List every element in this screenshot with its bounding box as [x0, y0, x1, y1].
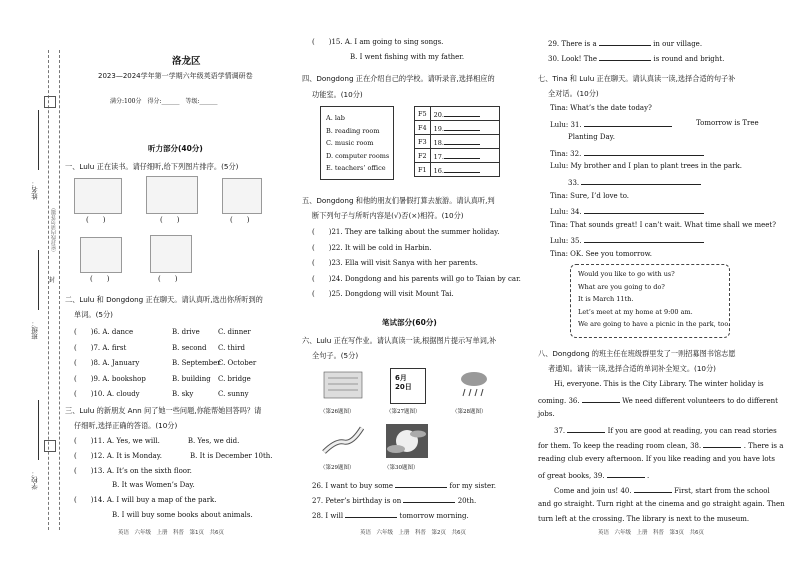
school-line[interactable] — [38, 400, 39, 460]
passage-text: Come and join us! 40. — [554, 487, 632, 495]
name-line[interactable] — [38, 110, 39, 170]
picture-26-label: （第26题图） — [320, 409, 355, 415]
q25: ( )25. Dongdong will visit Mount Tai. — [312, 290, 454, 298]
answer-number: 17. — [433, 152, 444, 161]
blank-26[interactable] — [395, 480, 447, 488]
score-line: 满分:100分 得分:______ 等级:______ — [110, 98, 218, 105]
sentence-option: What are you going to do? — [578, 282, 665, 291]
answer-number: 18. — [433, 138, 444, 147]
dialog-2-text: Lulu: 31. — [550, 121, 582, 129]
sentence-option: It is March 11th. — [578, 295, 634, 303]
q14-option-b: B. I will buy some books about animals. — [112, 511, 253, 519]
answer-blank[interactable] — [444, 123, 480, 131]
sentence-option: We are going to have a picnic in the park, too. — [578, 320, 731, 328]
dialog-9 — [550, 235, 704, 246]
answer-cell[interactable] — [430, 135, 499, 149]
q13: ( )13. A. It’s on the sixth floor. — [74, 467, 192, 475]
section2-title-cont: 单词。(5分) — [74, 310, 113, 319]
q27 — [312, 495, 476, 506]
passage-blank[interactable] — [567, 425, 605, 433]
picture-28-label: （第28题图） — [452, 409, 487, 415]
dialog-2-cont: Tomorrow is Tree — [696, 119, 759, 127]
q8-option-c: C. October — [218, 359, 257, 367]
q21: ( )21. They are talking about the summer holiday. — [312, 228, 500, 236]
blank-33[interactable] — [581, 177, 701, 185]
q29-post: in our village. — [653, 40, 703, 48]
q28-pre: 28. I will — [312, 512, 344, 520]
page-footer-3: 英语 六年级 上册 科普 第3页 共6页 — [598, 530, 704, 536]
q7-option-a: ( )7. A. first — [74, 343, 127, 352]
answer-bracket[interactable]: ( ) — [158, 275, 178, 283]
q13-option-b: B. It was Women’s Day. — [112, 481, 195, 489]
listening-picture-2 — [146, 176, 198, 214]
q9-option-a: ( )9. A. bookshop — [74, 374, 146, 383]
passage-text: for them. To keep the reading room clean, 38. — [538, 442, 702, 450]
q30 — [548, 53, 724, 64]
section4-title: 四、Dongdong 正在介绍自己的学校。请听录音,选择相应的 — [302, 74, 495, 83]
q26 — [312, 480, 496, 491]
picture-30-label: （第30题图） — [384, 465, 419, 471]
passage-line — [538, 470, 649, 481]
q12: ( )12. A. It is Monday. B. It is December 10th. — [74, 452, 273, 460]
q28 — [312, 510, 469, 521]
page-footer-2: 英语 六年级 上册 科普 第2页 共6页 — [360, 530, 466, 536]
answer-number: 19. — [433, 124, 444, 133]
passage-line — [554, 425, 777, 436]
listening-heading: 听力部分(40分) — [148, 144, 203, 153]
passage-blank[interactable] — [607, 470, 645, 478]
passage-line: reading club every afternoon. If you like reading and you have lots — [538, 455, 776, 463]
dialog-5 — [568, 177, 701, 188]
answer-bracket[interactable]: ( ) — [160, 216, 180, 224]
passage-line: and go straight. Turn right at the cinema and go straight again. Then — [538, 500, 785, 508]
q7-option-b: B. second — [172, 343, 207, 352]
section6-title: 六、Lulu 正在写作业。请认真读一读,根据图片提示写单词,补 — [302, 336, 497, 345]
answer-cell[interactable] — [430, 121, 499, 135]
dialog-4: Lulu: My brother and I plan to plant trees in the park. — [550, 162, 742, 170]
blank-28[interactable] — [345, 510, 397, 518]
answer-bracket[interactable]: ( ) — [86, 216, 106, 224]
floor-cell: F5 — [415, 107, 431, 121]
passage-text: We need different volunteers to do different — [622, 397, 778, 405]
writing-heading: 笔试部分(60分) — [382, 318, 437, 327]
passage-blank[interactable] — [703, 440, 741, 448]
q7-option-c: C. third — [218, 343, 245, 352]
q11: ( )11. A. Yes, we will. B. Yes, we did. — [74, 437, 240, 445]
q6-option-b: B. drive — [172, 328, 200, 336]
floor-cell: F3 — [415, 135, 431, 149]
dialog-3-text: Tina: 32. — [550, 150, 582, 158]
dialog-1: Tina: What’s the date today? — [550, 104, 652, 112]
answer-blank[interactable] — [444, 109, 480, 117]
listening-picture-5 — [150, 235, 192, 273]
passage-text: If you are good at reading, you can read stories — [607, 427, 777, 435]
answer-number: 20. — [433, 110, 444, 119]
section6-title-cont: 全句子。(5分) — [312, 351, 359, 360]
q30-pre: 30. Look! The — [548, 55, 598, 63]
passage-text: of great books, 39. — [538, 472, 605, 480]
answer-cell[interactable] — [430, 163, 499, 177]
q10-option-c: C. sunny — [218, 390, 249, 398]
section7-title-cont: 全对话。(10分) — [548, 89, 599, 98]
margin-box — [44, 440, 56, 452]
q9-option-c: C. bridge — [218, 374, 251, 383]
blank-35[interactable] — [584, 235, 704, 243]
answer-blank[interactable] — [444, 165, 480, 173]
dialog-2-cont2: Planting Day. — [568, 133, 615, 141]
answer-cell[interactable] — [430, 107, 499, 121]
passage-line: turn left at the crossing. The library is next to the museum. — [538, 515, 750, 523]
listening-picture-4 — [80, 237, 122, 273]
q15: ( )15. A. I am going to sing songs. — [312, 38, 444, 46]
q8-option-a: ( )8. A. January — [74, 359, 140, 367]
q29 — [548, 38, 702, 49]
passage-blank[interactable] — [634, 485, 672, 493]
q26-pre: 26. I want to buy some — [312, 482, 394, 490]
section3-title-cont: 仔细听,选择正确的答语。(10分) — [74, 421, 178, 430]
dialog-2 — [550, 119, 672, 130]
passage-text: 37. — [554, 427, 566, 435]
room-option: A. lab — [326, 114, 345, 122]
picture-27-calendar — [390, 368, 426, 404]
binding-dashed-line — [48, 50, 49, 530]
floor-cell: F4 — [415, 121, 431, 135]
q22: ( )22. It will be cold in Harbin. — [312, 243, 432, 252]
section4-title-cont: 功能室。(10分) — [312, 90, 363, 99]
picture-27-label: （第27题图） — [386, 409, 421, 415]
q6-option-c: C. dinner — [218, 328, 251, 336]
answer-bracket[interactable]: ( ) — [230, 216, 250, 224]
q29-pre: 29. There is a — [548, 40, 597, 48]
binding-dashed-line — [59, 50, 60, 530]
blank-29[interactable] — [599, 38, 651, 46]
q9-option-b: B. building — [172, 374, 211, 383]
section3-title: 三、Lulu 的新朋友 Ann 问了她一些问题,你能帮她回答吗？请 — [65, 406, 262, 415]
dialog-3 — [550, 148, 704, 159]
dialog-9-text: Lulu: 35. — [550, 237, 582, 245]
q6-option-a: ( )6. A. dance — [74, 328, 134, 336]
section7-title: 七、Tina 和 Lulu 正在聊天。请认真读一读,选择合适的句子补 — [538, 74, 736, 83]
dialog-8: Tina: That sounds great! I can’t wait. What time shall we meet? — [550, 221, 776, 229]
q14: ( )14. A. I will buy a map of the park. — [74, 496, 217, 504]
picture-29-label: （第29题图） — [320, 465, 355, 471]
name-label: 姓名： — [31, 180, 39, 200]
section8-title: 八、Dongdong 的班主任在班级群里发了一则招募图书馆志愿 — [538, 349, 736, 358]
passage-text: First, start from the school — [674, 487, 770, 495]
dialog-7-text: Lulu: 34. — [550, 208, 582, 216]
passage-line — [538, 440, 783, 451]
passage-line: jobs. — [538, 410, 555, 418]
q24: ( )24. Dongdong and his parents will go to Taian by car. — [312, 274, 521, 283]
q10-option-b: B. sky — [172, 390, 194, 398]
blank-30[interactable] — [599, 53, 651, 61]
sentence-option: Would you like to go with us? — [578, 270, 675, 278]
sentence-option: Let’s meet at my home at 9:00 am. — [578, 307, 693, 316]
exam-title: 2023—2024学年第一学期六年级英语学情调研卷 — [98, 72, 253, 80]
section2-title: 二、Lulu 和 Dongdong 正在聊天。请认真听,选出你所听到的 — [65, 295, 263, 304]
picture-30-moon — [386, 424, 428, 458]
calendar-text: 6月 20日 — [395, 374, 412, 391]
section8-title-cont: 者通知。请读一读,选择合适的单词补全短文。(10分) — [548, 364, 716, 373]
q15-option-b: B. I went fishing with my father. — [350, 53, 465, 61]
room-option: D. computer rooms — [326, 151, 390, 160]
page-footer-1: 英语 六年级 上册 科普 第1页 共6页 — [118, 530, 224, 536]
dialog-6: Tina: Sure, I’d love to. — [550, 192, 630, 200]
class-label: 班级： — [31, 320, 39, 340]
q10-option-a: ( )10. A. cloudy — [74, 390, 140, 398]
listening-picture-1 — [74, 178, 122, 214]
blank-34[interactable] — [584, 206, 704, 214]
answer-bracket[interactable]: ( ) — [90, 275, 110, 283]
answer-blank[interactable] — [444, 151, 480, 159]
picture-29-river — [322, 422, 364, 458]
q26-post: for my sister. — [449, 482, 496, 490]
margin-box — [44, 96, 56, 108]
section5-title-cont: 断下列句子与所听内容是(√)否(×)相符。(10分) — [312, 211, 464, 220]
floor-cell: F1 — [415, 163, 431, 177]
answer-blank[interactable] — [444, 137, 480, 145]
dialog-5-text: 33. — [568, 179, 580, 187]
passage-text: coming. 36. — [538, 397, 580, 405]
q27-pre: 27. Peter’s birthday is on — [312, 497, 402, 505]
q30-post: is round and bright. — [653, 55, 725, 63]
picture-28-rain — [456, 368, 492, 402]
room-option: C. music room — [326, 139, 374, 147]
section1-title: 一、Lulu 正在读书。请仔细听,给下列图片排序。(5分) — [65, 162, 239, 171]
blank-32[interactable] — [584, 148, 704, 156]
passage-line — [554, 485, 770, 496]
answer-number: 16. — [433, 166, 444, 175]
listening-picture-3 — [222, 178, 262, 214]
passage-text: . There is a — [743, 442, 784, 450]
floor-cell: F2 — [415, 149, 431, 163]
school-label: 学校： — [31, 470, 39, 490]
blank-27[interactable] — [403, 495, 455, 503]
room-option: E. teachers’ office — [326, 164, 386, 172]
section5-title: 五、Dongdong 和他的朋友们暑假打算去旅游。请认真听,判 — [302, 196, 495, 205]
passage-text: . — [647, 472, 650, 480]
seal-note: （密封线内请勿答题） — [51, 205, 57, 255]
q23: ( )23. Ella will visit Sanya with her parents. — [312, 259, 478, 267]
q28-post: tomorrow morning. — [399, 512, 469, 520]
blank-31[interactable] — [584, 119, 672, 127]
room-option: B. reading room — [326, 126, 380, 135]
answer-cell[interactable] — [430, 149, 499, 163]
dialog-10: Tina: OK. See you tomorrow. — [550, 250, 652, 258]
seal-word: 封 — [49, 277, 56, 284]
class-line[interactable] — [38, 250, 39, 310]
district-title: 洛龙区 — [172, 56, 201, 67]
q8-option-b: B. September — [172, 359, 221, 367]
dialog-7 — [550, 206, 704, 217]
passage-line: Hi, everyone. This is the City Library. The winter holiday is — [554, 380, 764, 388]
floor-table — [414, 106, 500, 177]
q27-post: 20th. — [457, 497, 477, 505]
picture-26 — [322, 368, 364, 402]
passage-blank[interactable] — [582, 395, 620, 403]
passage-line — [538, 395, 778, 406]
